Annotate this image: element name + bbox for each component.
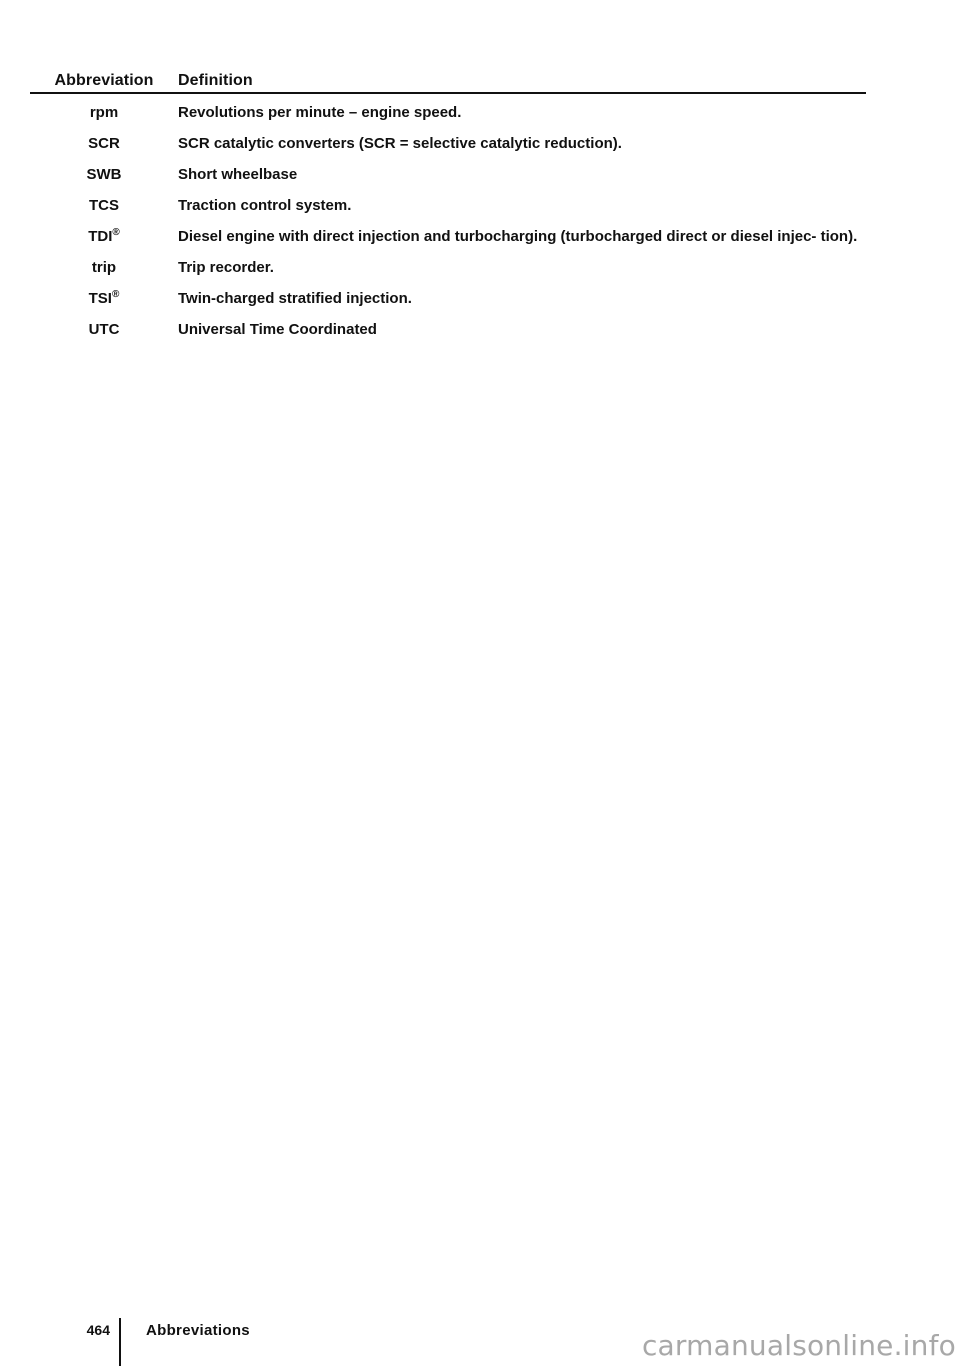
footer-divider xyxy=(119,1318,121,1366)
abbreviation-table xyxy=(30,68,866,345)
abbreviation-cell: rpm xyxy=(89,104,119,121)
table-row xyxy=(30,283,866,314)
column-header-definition: Definition xyxy=(178,72,253,89)
table-row xyxy=(30,190,866,221)
definition-cell: Universal Time Coordinated xyxy=(178,321,377,338)
column-header-abbreviation: Abbreviation xyxy=(54,72,154,89)
table-row xyxy=(30,128,866,159)
abbreviation-cell: TDI® xyxy=(88,227,120,245)
table-row xyxy=(30,314,866,345)
abbreviation-cell: SWB xyxy=(86,166,122,183)
registered-mark: ® xyxy=(111,289,120,300)
registered-mark: ® xyxy=(112,227,120,238)
definition-cell: SCR catalytic converters (SCR = selective catalytic reduction). xyxy=(178,135,622,152)
definition-cell: Traction control system. xyxy=(178,197,352,214)
table-row xyxy=(30,97,866,128)
abbreviation-cell: trip xyxy=(91,259,117,276)
footer-section-title: Abbreviations xyxy=(146,1322,250,1339)
table-header xyxy=(30,68,866,94)
definition-cell: Diesel engine with direct injection and turbocharging (turbocharged direct or diesel injec- tion). xyxy=(178,228,858,245)
definition-cell: Revolutions per minute – engine speed. xyxy=(178,104,462,121)
abbreviation-cell: TSI® xyxy=(88,289,120,307)
table-row xyxy=(30,159,866,190)
definition-cell: Trip recorder. xyxy=(178,259,274,276)
abbreviation-cell: SCR xyxy=(88,135,120,152)
table-row xyxy=(30,221,866,252)
page-number: 464 xyxy=(86,1322,110,1338)
table-row xyxy=(30,252,866,283)
watermark: carmanualsonline.info xyxy=(641,1329,956,1362)
definition-cell: Twin-charged stratified injection. xyxy=(178,290,412,307)
abbreviation-cell: UTC xyxy=(88,321,120,338)
table-body xyxy=(30,97,866,345)
abbreviation-cell: TCS xyxy=(89,197,119,214)
definition-cell: Short wheelbase xyxy=(178,166,298,183)
